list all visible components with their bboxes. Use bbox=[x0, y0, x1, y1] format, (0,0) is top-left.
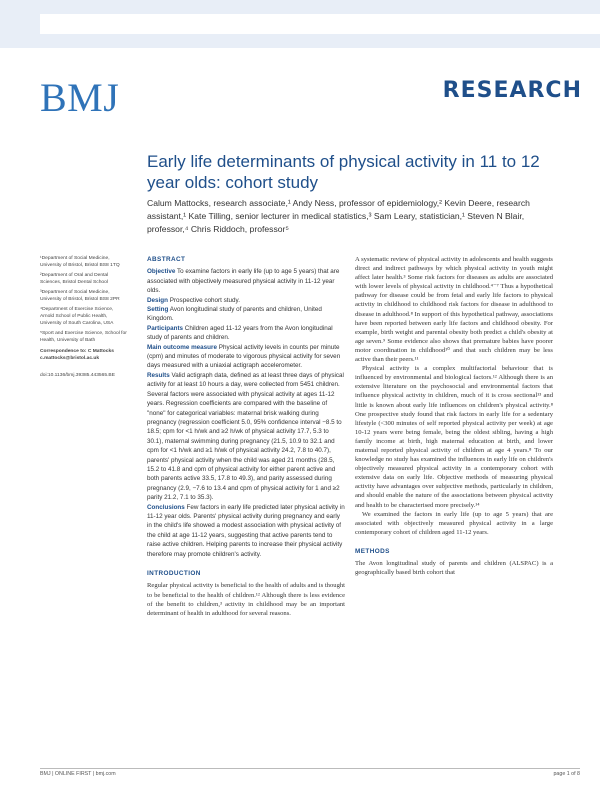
introduction-heading: INTRODUCTION bbox=[147, 570, 201, 577]
page-number: page 1 of 8 bbox=[553, 771, 580, 777]
abstract-text: Valid actigraph data, defined as at least three days of physical activity for at least 10 hours a day, were collected from 5451 children. Several factors were associated with physical activity at ages 11-12 years. Regression coefficients are compared with the baseline of "none" for categorical variables: maternal brisk walking during pregnancy (regression coefficient 5.0, 95% confidence interval −8.5 to 18.5; cpm for <1 h/wk and ≥2 h/wk of physical activity 17.7, 5.3 to 30.1), maternal swimming during pregnancy (21.5, 10.9 to 32.1 and cpm for <1 h/wk and ≥1 h/wk of physical activity 24.2, 7.8 to 40.7), parents' physical activity when the child was aged 21 months (28.5, 15.2 to 41.8 and cpm of physical activity for either parent active and both parents active 33.5, 17.8 to 49.3), and parity assessed during pregnancy (2.9, −7.6 to 13.4 and cpm of physical activity for 1 and ≥2 parity 21.2, 7.1 to 35.3). bbox=[147, 371, 344, 502]
abstract-label: Main outcome measure bbox=[147, 343, 217, 351]
methods-heading: METHODS bbox=[355, 547, 390, 555]
abstract-label: Conclusions bbox=[147, 503, 185, 511]
article-title: Early life determinants of physical activity in 11 to 12 year olds: cohort study bbox=[147, 152, 540, 192]
footer-journal: BMJ | ONLINE FIRST | bmj.com bbox=[40, 771, 116, 777]
footer-divider bbox=[40, 768, 580, 769]
author-list: Calum Mattocks, research associate,¹ Andy Ness, professor of epidemiology,² Kevin Deere, research assistant,¹ Kate Tilling, senior lecturer in medical statistics,³ Sam Leary, statistician,¹ Steven N Blair, professor,⁴ Chris Riddoch, professor⁵ bbox=[147, 198, 530, 234]
abstract-section bbox=[147, 305, 345, 324]
abstract-column bbox=[147, 255, 345, 618]
section-label: RESEARCH bbox=[442, 78, 582, 103]
abstract-section bbox=[147, 371, 345, 503]
affiliation: ²Department of Oral and Dental Sciences, Bristol Dental School bbox=[40, 273, 109, 285]
affiliation: ¹Department of Social Medicine, University of Bristol, Bristol BS8 1TQ bbox=[40, 256, 120, 268]
abstract-section bbox=[147, 296, 345, 305]
introduction-text: Regular physical activity is beneficial to the health of adults and is thought to be beneficial to the health of children.¹² Although there is less evidence of the benefit to children,³ activity in childhood may be an important determinant of health in adulthood for several reasons. bbox=[147, 582, 345, 617]
body-paragraph: Physical activity is a complex multifactorial behaviour that is influenced by environmental and biological factors.¹² Although there is an extensive literature on the psychosocial and environmental factors that influence physical activity in children, much of it is cross sectional¹³ and little is known about early life influences on children's physical activity.⁸ One prospective study found that risk factors in early life for a sedentary lifestyle (<300 minutes of self reported physical activity per week) at age 10-12 years were being female, being the oldest sibling, having a high family income at birth, high maternal education at birth, and lower maternal reported physical activity of children at age 4 years.⁸ To our knowledge no study has examined the influences in early life on children's objectively measured physical activity in a contemporary cohort with extensive data on early life. Objective methods of measuring physical activity have advantages over subjective methods, particularly in children, and should enable the nature of the associations between physical activity and health to be characterised more precisely.¹⁴ bbox=[355, 365, 553, 509]
abstract-section bbox=[147, 324, 345, 343]
abstract-heading: ABSTRACT bbox=[147, 256, 186, 263]
abstract-label: Participants bbox=[147, 324, 184, 332]
affiliation: ³Department of Social Medicine, University of Bristol, Bristol BS8 2PR bbox=[40, 290, 120, 302]
abstract-label: Results bbox=[147, 371, 170, 379]
correspondence: Correspondence to: C Mattocks c.mattocks@bristol.ac.uk bbox=[40, 349, 114, 361]
abstract-text: Children aged 11-12 years from the Avon longitudinal study of parents and children. bbox=[147, 324, 333, 342]
header-stripe bbox=[40, 14, 600, 34]
abstract-label: Design bbox=[147, 296, 168, 304]
abstract-text: Avon longitudinal study of parents and children, United Kingdom. bbox=[147, 306, 322, 323]
abstract-text: Prospective cohort study. bbox=[169, 296, 240, 304]
abstract-section bbox=[147, 343, 345, 371]
methods-text: The Avon longitudinal study of parents and children (ALSPAC) is a geographically based birth cohort that bbox=[355, 560, 553, 577]
abstract-text: Few factors in early life predicted later physical activity in 11-12 year olds. Parents' physical activity during pregnancy and early in the child's life showed a modest association with physical activity of the child at age 11-12 years, suggesting that active parents tend to raise active children. Helping parents to increase their physical activity therefore may promote children's activity. bbox=[147, 503, 345, 558]
abstract-text: Physical activity levels in counts per minute (cpm) and minutes of moderate to vigorous physical activity for seven days measured with a uniaxial actigraph accelerometer. bbox=[147, 343, 341, 370]
body-column bbox=[355, 255, 553, 577]
bmj-logo: BMJ bbox=[40, 75, 120, 120]
affiliation: ⁵Sport and Exercise Science, School for Health, University of Bath bbox=[40, 331, 127, 343]
abstract-label: Setting bbox=[147, 306, 169, 314]
doi-link[interactable]: doi:10.1136/bmj.39385.443565.BE bbox=[40, 373, 115, 378]
abstract-section bbox=[147, 267, 345, 295]
abstract-text: To examine factors in early life (up to age 5 years) that are associated with objectively measured physical activity in 11-12 year olds. bbox=[147, 268, 340, 295]
body-paragraph: A systematic review of physical activity in adolescents and health suggests direct and indirect pathways by which physical activity in youth might affect later health.³ Some risk factors for diseases as adults are associated with lower levels of physical activity in childhood.⁴⁻⁷ Thus a hypothetical pathway for disease could be from fetal and early life factors to physical activity in childhood to childhood risk factors for disease in adulthood to disease in adulthood.⁸ In support of this hypothetical pathway, associations have been reported between early life factors and childhood obesity. For example, birth weight and parental obesity both predict a child's obesity at age seven.⁹ Some evidence also shows that premature babies have poorer motor coordination in childhood¹⁰ and that such children may be less active than their peers.¹¹ bbox=[355, 256, 553, 364]
affiliations-sidebar bbox=[40, 255, 128, 379]
header-banner bbox=[0, 0, 600, 48]
abstract-label: Objective bbox=[147, 268, 176, 276]
abstract-section bbox=[147, 503, 345, 559]
abstract-body bbox=[147, 267, 345, 559]
body-paragraph: We examined the factors in early life (up to age 5 years) that are associated with objectively measured physical activity in a large contemporary cohort of children aged 11-12 years. bbox=[355, 510, 553, 536]
affiliation: ⁴Department of Exercise Science, Arnold School of Public Health, University of South Carolina, USA bbox=[40, 307, 114, 326]
